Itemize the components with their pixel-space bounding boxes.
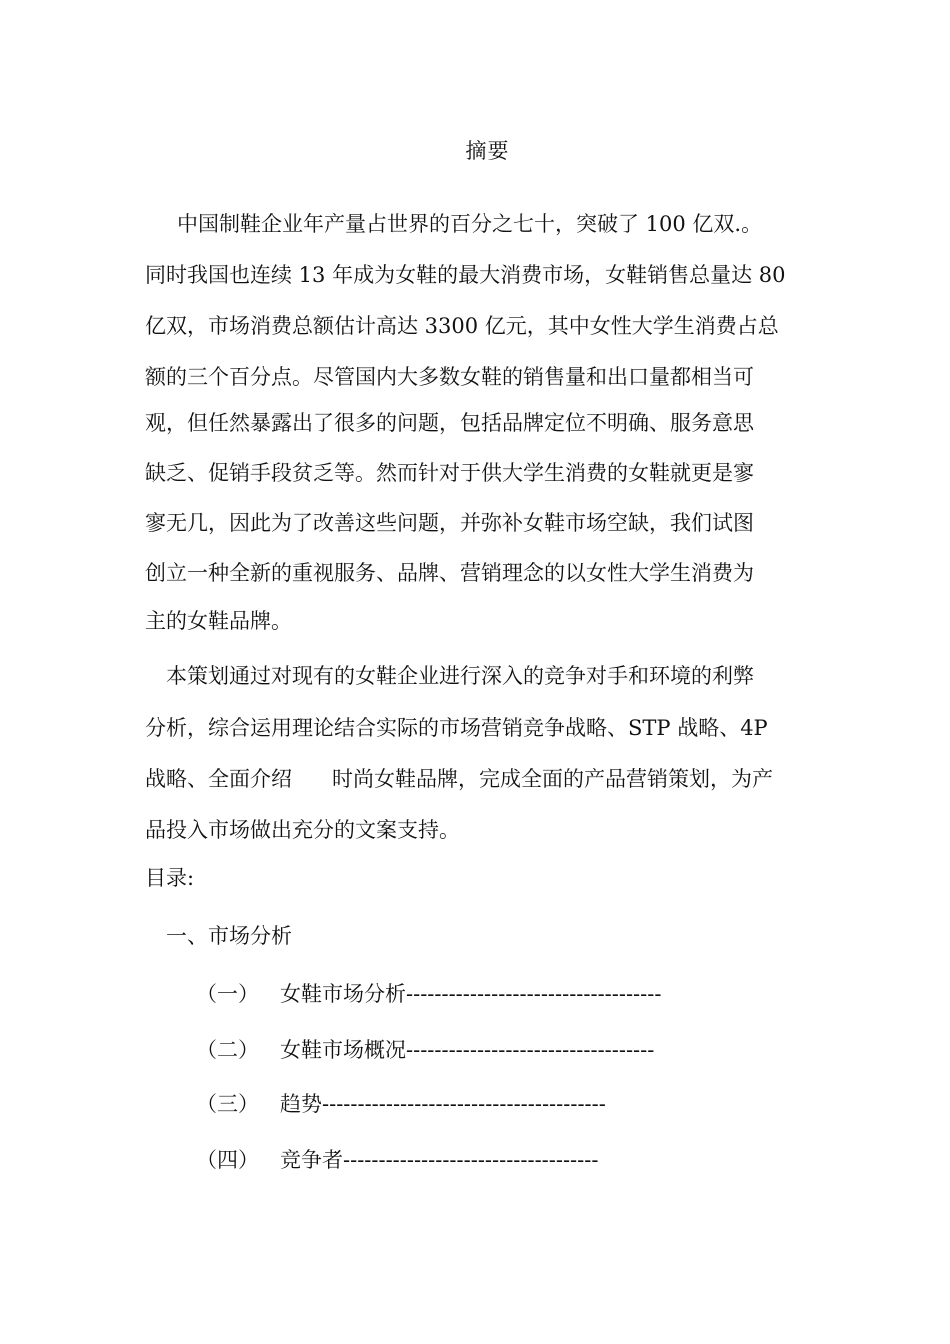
abstract-para2-line: 战略、全面介绍 时尚女鞋品牌，完成全面的产品营销策划，为产: [145, 767, 774, 791]
toc-item-label[interactable]: 趋势----------------------------------------: [280, 1092, 606, 1116]
abstract-para2-line: 品投入市场做出充分的文案支持。: [145, 818, 460, 842]
toc-item-number: （三）: [196, 1092, 259, 1116]
abstract-para2-line: 本策划通过对现有的女鞋企业进行深入的竞争对手和环境的利弊: [166, 664, 754, 688]
toc-item-label[interactable]: 女鞋市场概况-----------------------------------: [280, 1038, 655, 1062]
abstract-para1-line: 寥无几，因此为了改善这些问题，并弥补女鞋市场空缺，我们试图: [145, 511, 754, 535]
toc-item-number: （四）: [196, 1148, 259, 1172]
toc-item-number: （一）: [196, 982, 259, 1006]
toc-item-label[interactable]: 竞争者------------------------------------: [280, 1148, 599, 1172]
abstract-para1-line: 同时我国也连续 13 年成为女鞋的最大消费市场，女鞋销售总量达 80: [145, 263, 786, 287]
toc-heading: 目录:: [145, 866, 195, 890]
abstract-para1-line: 缺乏、促销手段贫乏等。然而针对于供大学生消费的女鞋就更是寥: [145, 461, 754, 485]
toc-section-heading[interactable]: 一、市场分析: [166, 924, 292, 948]
abstract-title: 摘要: [465, 139, 510, 163]
abstract-para1-line: 创立一种全新的重视服务、品牌、营销理念的以女性大学生消费为: [145, 561, 754, 585]
abstract-para2-line: 分析，综合运用理论结合实际的市场营销竞争战略、STP 战略、4P: [145, 716, 768, 740]
abstract-para1-line: 亿双，市场消费总额估计高达 3300 亿元，其中女性大学生消费占总: [145, 314, 779, 338]
toc-item-number: （二）: [196, 1038, 259, 1062]
abstract-para1-line: 主的女鞋品牌。: [145, 609, 292, 633]
abstract-para1-line: 额的三个百分点。尽管国内大多数女鞋的销售量和出口量都相当可: [145, 365, 754, 389]
abstract-para1-line: 观，但任然暴露出了很多的问题，包括品牌定位不明确、服务意思: [145, 411, 754, 435]
toc-item-label[interactable]: 女鞋市场分析------------------------------------: [280, 982, 662, 1006]
abstract-para1-line: 中国制鞋企业年产量占世界的百分之七十，突破了 100 亿双.。: [177, 212, 763, 236]
